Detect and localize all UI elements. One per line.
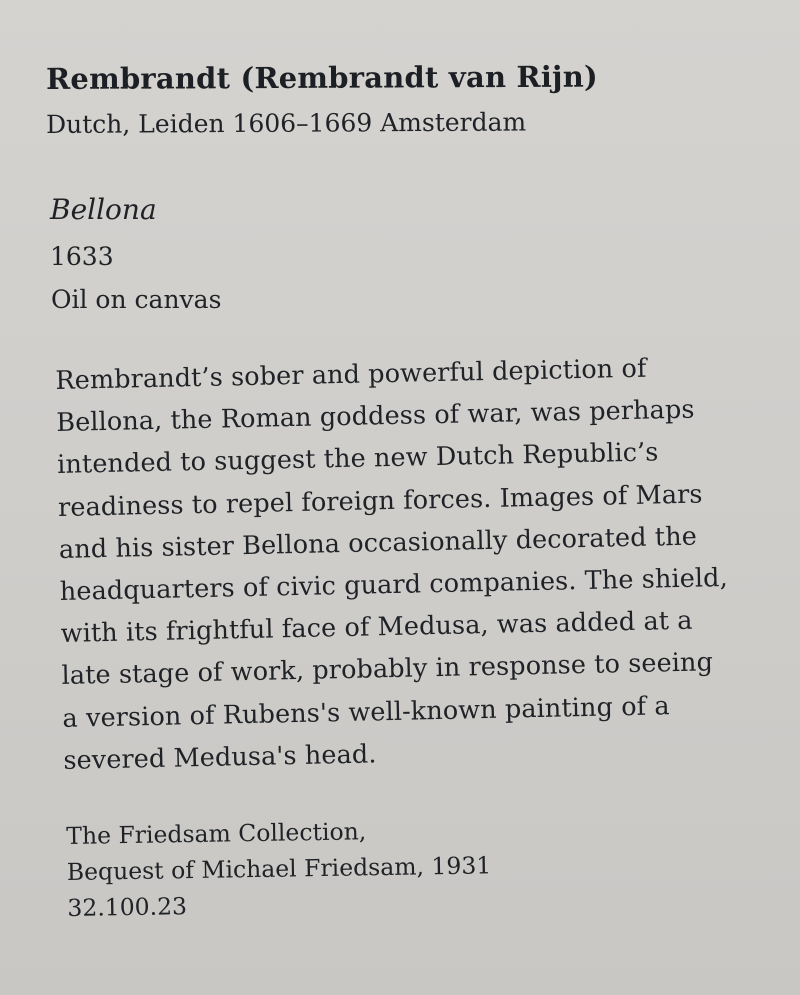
- description-line: late stage of work, probably in response to seeing: [61, 647, 714, 692]
- artist-nationality-dates: Dutch, Leiden 1606–1669 Amsterdam: [46, 107, 527, 139]
- credit-bequest: Bequest of Michael Friedsam, 1931: [66, 851, 492, 886]
- description-line: Rembrandt’s sober and powerful depiction of: [55, 353, 647, 396]
- artwork-medium: Oil on canvas: [51, 285, 222, 314]
- description-line: severed Medusa's head.: [63, 739, 377, 776]
- description-line: headquarters of civic guard companies. The shield,: [59, 562, 729, 607]
- artwork-date: 1633: [50, 242, 114, 271]
- description-line: intended to suggest the new Dutch Republic’s: [56, 437, 659, 481]
- description-line: with its frightful face of Medusa, was added at a: [60, 605, 693, 650]
- artwork-title: Bellona: [50, 193, 157, 226]
- description-line: readiness to repel foreign forces. Images of Mars: [57, 479, 703, 523]
- description-line: a version of Rubens's well-known painting of a: [62, 690, 670, 734]
- description-line: and his sister Bellona occasionally decorated the: [58, 521, 698, 565]
- artist-name: Rembrandt (Rembrandt van Rijn): [46, 59, 598, 96]
- artwork-description: [55, 345, 764, 782]
- description-line: Bellona, the Roman goddess of war, was perhaps: [56, 394, 695, 439]
- accession-number: 32.100.23: [67, 892, 188, 922]
- credit-collection: The Friedsam Collection,: [66, 817, 367, 850]
- credit-line: [66, 811, 492, 926]
